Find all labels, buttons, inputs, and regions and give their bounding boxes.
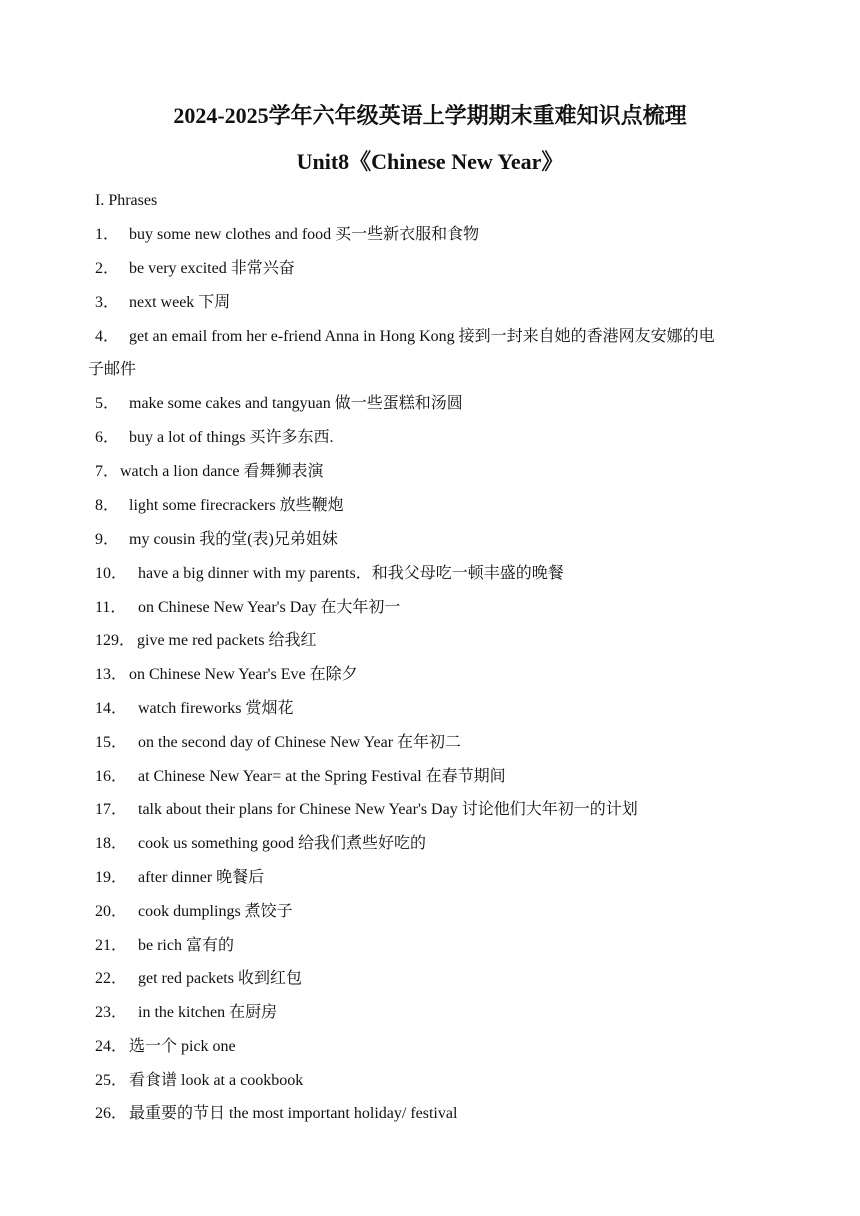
item-text: be rich 富有的 bbox=[138, 937, 234, 954]
item-number: 3． bbox=[95, 294, 120, 311]
item-text: make some cakes and tangyuan 做一些蛋糕和汤圆 bbox=[129, 395, 463, 412]
item-number: 24． bbox=[95, 1038, 128, 1055]
item-text: watch a lion dance 看舞狮表演 bbox=[120, 463, 324, 480]
list-item bbox=[95, 1003, 277, 1023]
list-item bbox=[95, 665, 358, 685]
item-number: 11． bbox=[95, 599, 127, 616]
item-number: 20． bbox=[95, 903, 128, 920]
item-text: give me red packets 给我红 bbox=[137, 632, 317, 649]
list-item bbox=[95, 394, 463, 414]
list-item bbox=[95, 327, 715, 347]
item-number: 2． bbox=[95, 260, 120, 277]
item-text: my cousin 我的堂(表)兄弟姐妹 bbox=[129, 531, 338, 548]
item-text: on Chinese New Year's Day 在大年初一 bbox=[138, 599, 401, 616]
item-text: watch fireworks 赏烟花 bbox=[138, 700, 294, 717]
item-number: 23． bbox=[95, 1004, 128, 1021]
list-item bbox=[95, 868, 264, 888]
item-text: buy a lot of things 买许多东西. bbox=[129, 429, 334, 446]
list-item bbox=[95, 598, 400, 618]
item-number: 25． bbox=[95, 1072, 128, 1089]
item-text: next week 下周 bbox=[129, 294, 231, 311]
item-number: 18． bbox=[95, 835, 128, 852]
item-number: 1． bbox=[95, 226, 120, 243]
item-number: 13． bbox=[95, 666, 128, 683]
list-item bbox=[95, 225, 479, 245]
item-number: 21． bbox=[95, 937, 128, 954]
list-item bbox=[95, 1071, 303, 1091]
item-number: 17． bbox=[95, 801, 128, 818]
item-text: talk about their plans for Chinese New Year's Day 讨论他们大年初一的计划 bbox=[138, 801, 638, 818]
item-text: have a big dinner with my parents．和我父母吃一顿丰盛的晚餐 bbox=[138, 565, 564, 582]
item-number: 19． bbox=[95, 869, 128, 886]
item-text: at Chinese New Year= at the Spring Festival 在春节期间 bbox=[138, 768, 506, 785]
item-text: get an email from her e-friend Anna in Hong Kong 接到一封来自她的香港网友安娜的电 bbox=[129, 328, 715, 345]
item-text: 看食谱 look at a cookbook bbox=[129, 1072, 304, 1089]
list-item bbox=[95, 259, 295, 279]
list-item bbox=[95, 530, 338, 550]
item-text: buy some new clothes and food 买一些新衣服和食物 bbox=[129, 226, 480, 243]
item-number: 5． bbox=[95, 395, 120, 412]
item-number: 16． bbox=[95, 768, 128, 785]
list-item-continuation: 子邮件 bbox=[88, 361, 137, 378]
item-number: 22． bbox=[95, 970, 128, 987]
list-item bbox=[95, 496, 344, 516]
item-text: light some firecrackers 放些鞭炮 bbox=[129, 497, 344, 514]
item-number: 9． bbox=[95, 531, 120, 548]
document-title: 2024-2025学年六年级英语上学期期末重难知识点梳理 bbox=[173, 103, 687, 128]
list-item bbox=[95, 462, 324, 482]
item-number: 15． bbox=[95, 734, 128, 751]
item-number: 7． bbox=[95, 463, 120, 480]
item-text: be very excited 非常兴奋 bbox=[129, 260, 295, 277]
item-text: get red packets 收到红包 bbox=[138, 970, 302, 987]
item-number: 8． bbox=[95, 497, 120, 514]
item-number: 26． bbox=[95, 1105, 128, 1122]
list-item bbox=[95, 969, 302, 989]
list-item bbox=[95, 564, 564, 584]
section-heading: I. Phrases bbox=[95, 192, 158, 209]
item-text: on the second day of Chinese New Year 在年初二 bbox=[138, 734, 462, 751]
list-item bbox=[95, 1104, 457, 1124]
list-item bbox=[95, 902, 293, 922]
item-text: on Chinese New Year's Eve 在除夕 bbox=[129, 666, 358, 683]
document-subtitle: Unit8《Chinese New Year》 bbox=[296, 149, 564, 174]
item-text: 选一个 pick one bbox=[129, 1038, 236, 1055]
item-text: cook us something good 给我们煮些好吃的 bbox=[138, 835, 426, 852]
item-number: 14． bbox=[95, 700, 128, 717]
list-item bbox=[95, 767, 506, 787]
item-number: 10． bbox=[95, 565, 128, 582]
list-item bbox=[95, 428, 333, 448]
list-item bbox=[95, 631, 317, 651]
item-number: 6． bbox=[95, 429, 120, 446]
item-text: in the kitchen 在厨房 bbox=[138, 1004, 278, 1021]
list-item bbox=[95, 699, 294, 719]
list-item bbox=[95, 936, 234, 956]
list-item bbox=[95, 293, 230, 313]
list-item bbox=[95, 1037, 236, 1057]
item-number: 129． bbox=[95, 632, 136, 649]
list-item bbox=[95, 733, 461, 753]
item-text: 最重要的节日 the most important holiday/ festival bbox=[129, 1105, 458, 1122]
list-item bbox=[95, 834, 426, 854]
item-text: after dinner 晚餐后 bbox=[138, 869, 265, 886]
list-item bbox=[95, 800, 638, 820]
item-number: 4． bbox=[95, 328, 120, 345]
item-text: cook dumplings 煮饺子 bbox=[138, 903, 293, 920]
